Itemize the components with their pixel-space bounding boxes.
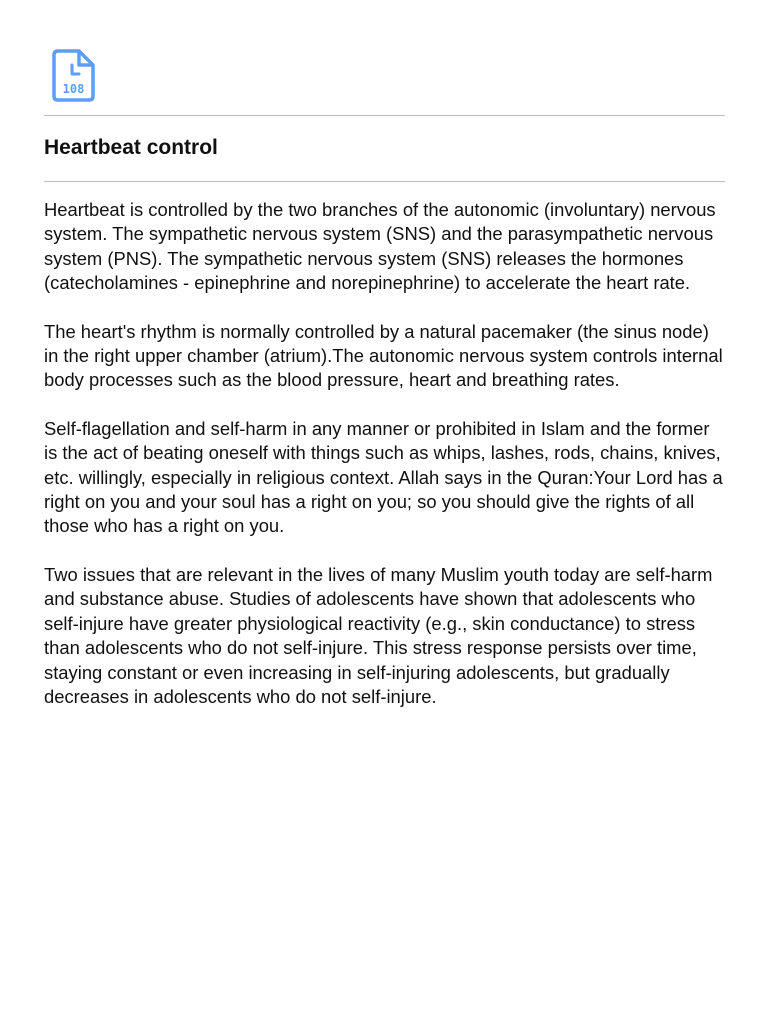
- page-title: Heartbeat control: [44, 136, 218, 159]
- paragraph-self-flagellation: Self-flagellation and self-harm in any manner or prohibited in Islam and the former is the act of beating oneself with things such as whips, lashes, rods, chains, knives, etc. willingly, especially in religious context. Allah says in the Quran:Your Lord has a right on you and your soul has a right on you; so you should give the rights of all those who has a right on you.: [44, 417, 723, 537]
- paragraph-rhythm: The heart's rhythm is normally controlled by a natural pacemaker (the sinus node) in the right upper chamber (atrium).The autonomic nervous system controls internal body processes such as the blood pressure, heart and breathing rates.: [44, 320, 723, 391]
- top-divider: [44, 115, 725, 116]
- paragraph-heartbeat: Heartbeat is controlled by the two branches of the autonomic (involuntary) nervous system. The sympathetic nervous system (SNS) and the parasympathetic nervous system (PNS). The sympathetic nervous system (SNS) releases the hormones (catecholamines - epinephrine and norepinephrine) to accelerate the heart rate.: [44, 199, 716, 294]
- document-page-icon: [52, 49, 96, 103]
- document-body: [44, 198, 726, 733]
- document-icon-number: 108: [62, 82, 85, 96]
- paragraph-self-harm: Two issues that are relevant in the lives of many Muslim youth today are self-harm and substance abuse. Studies of adolescents have shown that adolescents who self-injure have greater physiological reactivity (e.g., skin conductance) to stress than adolescents who do not self-injure. This stress response persists over time, staying constant or even increasing in self-injuring adolescents, but gradually decreases in adolescents who do not self-injure.: [44, 563, 713, 707]
- title-divider: [44, 181, 725, 182]
